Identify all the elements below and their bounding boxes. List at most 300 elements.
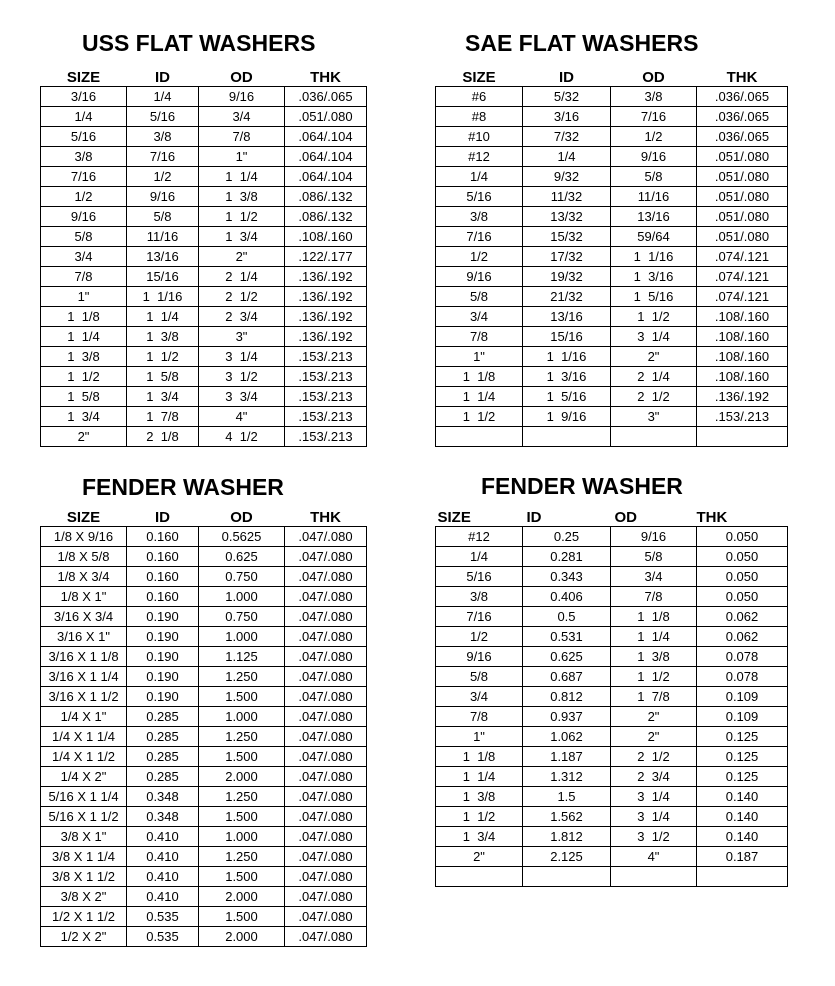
table-cell: 0.125 xyxy=(697,727,788,747)
table-cell: 1 1/16 xyxy=(523,347,611,367)
table-cell: .047/.080 xyxy=(285,627,367,647)
table-cell: 9/16 xyxy=(611,527,697,547)
table-cell: .051/.080 xyxy=(697,167,788,187)
table-cell: 1.500 xyxy=(199,687,285,707)
table-cell: 2 1/2 xyxy=(199,287,285,307)
table-row xyxy=(436,167,788,187)
table-cell: 2 1/8 xyxy=(127,427,199,447)
table-cell: 1 5/8 xyxy=(127,367,199,387)
table-cell: .036/.065 xyxy=(697,127,788,147)
table-cell: 0.750 xyxy=(199,567,285,587)
table-row xyxy=(41,867,367,887)
table-cell: 13/16 xyxy=(523,307,611,327)
table-row xyxy=(436,787,788,807)
table-cell: 2 3/4 xyxy=(199,307,285,327)
table-cell: 1 3/8 xyxy=(611,647,697,667)
table-cell: 0.5 xyxy=(523,607,611,627)
table-cell: 5/16 xyxy=(127,107,199,127)
table-cell: 1" xyxy=(436,727,523,747)
table-cell: 3 1/4 xyxy=(199,347,285,367)
table-cell: 1.250 xyxy=(199,727,285,747)
table-cell: 0.410 xyxy=(127,867,199,887)
table-cell: .051/.080 xyxy=(697,187,788,207)
table-cell: 3/16 X 1 1/2 xyxy=(41,687,127,707)
table-cell: 2" xyxy=(436,847,523,867)
table-cell: #10 xyxy=(436,127,523,147)
table-cell: 1/4 X 1" xyxy=(41,707,127,727)
table-cell: .047/.080 xyxy=(285,847,367,867)
table-cell: 5/8 xyxy=(41,227,127,247)
sae-title: SAE FLAT WASHERS xyxy=(465,30,699,56)
table-cell: .064/.104 xyxy=(285,147,367,167)
table-cell: .074/.121 xyxy=(697,247,788,267)
table-cell: 0.190 xyxy=(127,647,199,667)
table-cell: 7/16 xyxy=(436,227,523,247)
table-row xyxy=(436,847,788,867)
table-cell: 1 1/2 xyxy=(611,307,697,327)
table-cell: 19/32 xyxy=(523,267,611,287)
table-cell: .047/.080 xyxy=(285,827,367,847)
table-cell: 1.500 xyxy=(199,807,285,827)
table-cell: 0.062 xyxy=(697,627,788,647)
table-cell: .108/.160 xyxy=(697,327,788,347)
table-cell: 1 3/16 xyxy=(523,367,611,387)
table-cell: 3/16 X 1 1/4 xyxy=(41,667,127,687)
table-cell: .047/.080 xyxy=(285,527,367,547)
table-cell: 1 1/4 xyxy=(199,167,285,187)
table-row xyxy=(41,767,367,787)
table-cell: .136/.192 xyxy=(285,307,367,327)
table-cell: .051/.080 xyxy=(697,227,788,247)
table-cell: 5/16 xyxy=(436,567,523,587)
column-header-id: ID xyxy=(155,69,170,86)
table-cell: 0.750 xyxy=(199,607,285,627)
table-cell: 13/32 xyxy=(523,207,611,227)
table-cell: 11/16 xyxy=(127,227,199,247)
table-header-row xyxy=(41,507,367,527)
table-cell: #6 xyxy=(436,87,523,107)
fender-right-title: FENDER WASHER xyxy=(481,473,683,499)
fender-right-table xyxy=(435,507,788,887)
table-row xyxy=(436,87,788,107)
table-cell: 2.125 xyxy=(523,847,611,867)
table-cell: 1 7/8 xyxy=(611,687,697,707)
fender-left-table xyxy=(40,507,367,947)
table-row xyxy=(436,347,788,367)
table-cell: 9/16 xyxy=(436,267,523,287)
table-cell: 9/16 xyxy=(436,647,523,667)
table-cell: #12 xyxy=(436,527,523,547)
table-cell: 0.187 xyxy=(697,847,788,867)
table-cell: 3/8 xyxy=(436,207,523,227)
table-row xyxy=(436,647,788,667)
table-cell: 1 1/8 xyxy=(436,367,523,387)
table-cell: 0.078 xyxy=(697,667,788,687)
table-cell: .047/.080 xyxy=(285,687,367,707)
table-cell: 1 1/16 xyxy=(127,287,199,307)
table-row xyxy=(41,327,367,347)
table-cell: .136/.192 xyxy=(285,267,367,287)
table-cell: 1 3/16 xyxy=(611,267,697,287)
table-cell: 3/16 X 1 1/8 xyxy=(41,647,127,667)
table-row xyxy=(436,387,788,407)
table-cell: 1/4 xyxy=(436,547,523,567)
table-cell: 9/16 xyxy=(199,87,285,107)
column-header-od: OD xyxy=(642,69,665,86)
table-cell: 0.410 xyxy=(127,827,199,847)
table-cell: 9/16 xyxy=(41,207,127,227)
table-row xyxy=(41,347,367,367)
table-cell: 0.25 xyxy=(523,527,611,547)
table-row xyxy=(41,667,367,687)
table-row xyxy=(41,287,367,307)
table-cell: .047/.080 xyxy=(285,807,367,827)
table-cell: 2 1/4 xyxy=(199,267,285,287)
table-cell: 0.125 xyxy=(697,767,788,787)
table-cell: .047/.080 xyxy=(285,667,367,687)
table-cell: 0.535 xyxy=(127,907,199,927)
table-cell: 5/8 xyxy=(436,287,523,307)
table-cell: 3/8 xyxy=(611,87,697,107)
column-header-od: OD xyxy=(230,69,253,86)
table-cell: 3/8 xyxy=(41,147,127,167)
column-header-size: SIZE xyxy=(462,69,496,86)
table-row xyxy=(41,907,367,927)
table-cell: 1 3/4 xyxy=(127,387,199,407)
table-cell: 0.050 xyxy=(697,587,788,607)
table-cell: 3/4 xyxy=(436,307,523,327)
table-cell: .136/.192 xyxy=(285,327,367,347)
table-cell: .036/.065 xyxy=(697,107,788,127)
table-cell: 1 5/16 xyxy=(611,287,697,307)
table-cell: 7/8 xyxy=(611,587,697,607)
table-cell: 3 1/4 xyxy=(611,787,697,807)
table-cell: 15/16 xyxy=(523,327,611,347)
table-cell: 0.285 xyxy=(127,767,199,787)
table-cell: 3/4 xyxy=(41,247,127,267)
table-row xyxy=(41,147,367,167)
column-header-thk: THK xyxy=(310,69,341,86)
table-cell: 0.285 xyxy=(127,707,199,727)
table-cell: 3 1/2 xyxy=(611,827,697,847)
table-row xyxy=(436,807,788,827)
table-row xyxy=(41,887,367,907)
table-cell: .074/.121 xyxy=(697,287,788,307)
table-cell: 7/16 xyxy=(611,107,697,127)
table-cell: 0.625 xyxy=(523,647,611,667)
table-cell: 2" xyxy=(611,347,697,367)
table-cell: 1/2 xyxy=(127,167,199,187)
table-cell: 0.160 xyxy=(127,527,199,547)
table-row xyxy=(436,527,788,547)
table-cell: 5/16 xyxy=(41,127,127,147)
table-cell: 1.312 xyxy=(523,767,611,787)
table-cell xyxy=(436,427,523,447)
table-row xyxy=(41,107,367,127)
table-cell: 3/8 xyxy=(127,127,199,147)
table-row xyxy=(436,187,788,207)
table-cell: 1 5/16 xyxy=(523,387,611,407)
table-cell: 7/8 xyxy=(436,327,523,347)
table-cell: .136/.192 xyxy=(285,287,367,307)
table-cell: 1.000 xyxy=(199,627,285,647)
table-cell: 3 1/2 xyxy=(199,367,285,387)
table-cell: 1.062 xyxy=(523,727,611,747)
table-cell: .047/.080 xyxy=(285,547,367,567)
table-row xyxy=(436,867,788,887)
table-cell: 3/16 xyxy=(41,87,127,107)
table-row xyxy=(436,547,788,567)
table-cell: 9/16 xyxy=(611,147,697,167)
sae-table xyxy=(435,67,788,447)
table-cell: 5/8 xyxy=(127,207,199,227)
table-cell: 1/4 xyxy=(41,107,127,127)
table-cell: 1/8 X 1" xyxy=(41,587,127,607)
table-cell: 2" xyxy=(611,727,697,747)
table-cell: 4" xyxy=(199,407,285,427)
table-cell: 1.812 xyxy=(523,827,611,847)
table-cell: 1.000 xyxy=(199,827,285,847)
table-cell: 0.410 xyxy=(127,847,199,867)
uss-title: USS FLAT WASHERS xyxy=(82,30,316,56)
table-cell: .153/.213 xyxy=(285,387,367,407)
table-cell: 1 1/4 xyxy=(436,767,523,787)
table-cell: 0.140 xyxy=(697,807,788,827)
table-cell: 1.125 xyxy=(199,647,285,667)
table-cell: 2.000 xyxy=(199,927,285,947)
table-cell: 2.000 xyxy=(199,887,285,907)
table-row xyxy=(436,287,788,307)
table-cell: 1/2 X 1 1/2 xyxy=(41,907,127,927)
table-row xyxy=(436,107,788,127)
table-cell: .136/.192 xyxy=(697,387,788,407)
table-cell: 3" xyxy=(199,327,285,347)
table-cell: .122/.177 xyxy=(285,247,367,267)
table-cell: 1/4 X 2" xyxy=(41,767,127,787)
table-row xyxy=(436,747,788,767)
table-cell: .047/.080 xyxy=(285,587,367,607)
table-cell: 7/16 xyxy=(127,147,199,167)
table-cell: 1 1/16 xyxy=(611,247,697,267)
table-row xyxy=(436,667,788,687)
table-row xyxy=(41,207,367,227)
table-cell: .086/.132 xyxy=(285,207,367,227)
table-cell: 7/8 xyxy=(41,267,127,287)
table-cell: 0.160 xyxy=(127,567,199,587)
table-cell: .047/.080 xyxy=(285,727,367,747)
table-cell: 7/8 xyxy=(199,127,285,147)
table-row xyxy=(41,267,367,287)
table-cell: 0.190 xyxy=(127,607,199,627)
table-cell: .108/.160 xyxy=(697,307,788,327)
table-cell: 1/8 X 9/16 xyxy=(41,527,127,547)
table-cell: 3 3/4 xyxy=(199,387,285,407)
table-cell: 3 1/4 xyxy=(611,807,697,827)
table-cell xyxy=(611,427,697,447)
table-cell: 1 1/4 xyxy=(436,387,523,407)
table-cell: 2" xyxy=(199,247,285,267)
table-row xyxy=(436,127,788,147)
table-header-row xyxy=(41,67,367,87)
table-cell: .047/.080 xyxy=(285,567,367,587)
table-row xyxy=(436,427,788,447)
table-row xyxy=(41,787,367,807)
table-cell: 11/32 xyxy=(523,187,611,207)
table-cell: 0.160 xyxy=(127,547,199,567)
table-cell: 0.190 xyxy=(127,627,199,647)
table-cell: 0.050 xyxy=(697,527,788,547)
table-cell: 17/32 xyxy=(523,247,611,267)
table-cell: 5/16 xyxy=(436,187,523,207)
table-cell: 0.812 xyxy=(523,687,611,707)
column-header-thk: THK xyxy=(696,509,728,526)
table-cell: 3/16 X 1" xyxy=(41,627,127,647)
table-cell: 1.5 xyxy=(523,787,611,807)
table-cell: .047/.080 xyxy=(285,867,367,887)
table-cell: 1.187 xyxy=(523,747,611,767)
table-row xyxy=(41,687,367,707)
column-header-size: SIZE xyxy=(66,69,101,86)
table-cell: 3/8 X 1 1/2 xyxy=(41,867,127,887)
table-cell: 1 1/8 xyxy=(436,747,523,767)
table-cell: 1 9/16 xyxy=(523,407,611,427)
table-cell: 0.125 xyxy=(697,747,788,767)
table-cell: 1/8 X 5/8 xyxy=(41,547,127,567)
table-cell: 1 1/8 xyxy=(41,307,127,327)
table-cell: 2.000 xyxy=(199,767,285,787)
table-cell: 1 1/4 xyxy=(127,307,199,327)
table-cell: 1/2 xyxy=(41,187,127,207)
table-cell: .108/.160 xyxy=(697,347,788,367)
table-cell: .047/.080 xyxy=(285,707,367,727)
table-cell: 1 3/8 xyxy=(41,347,127,367)
table-cell: 1" xyxy=(199,147,285,167)
table-cell xyxy=(697,867,788,887)
table-cell: 1 1/2 xyxy=(199,207,285,227)
table-cell: 3 1/4 xyxy=(611,327,697,347)
table-cell: 1 7/8 xyxy=(127,407,199,427)
table-cell: 0.140 xyxy=(697,827,788,847)
table-cell: 0.281 xyxy=(523,547,611,567)
table-cell: 2" xyxy=(611,707,697,727)
table-cell: 5/8 xyxy=(611,167,697,187)
table-row xyxy=(41,247,367,267)
table-row xyxy=(41,407,367,427)
column-header-id: ID xyxy=(559,69,574,86)
table-cell: 0.078 xyxy=(697,647,788,667)
table-cell: 0.050 xyxy=(697,567,788,587)
table-cell: 0.062 xyxy=(697,607,788,627)
table-cell: 1" xyxy=(436,347,523,367)
table-cell: .047/.080 xyxy=(285,907,367,927)
table-cell: 9/16 xyxy=(127,187,199,207)
table-cell: 4 1/2 xyxy=(199,427,285,447)
table-cell: 3/8 X 1" xyxy=(41,827,127,847)
table-cell: 1 1/4 xyxy=(611,627,697,647)
table-cell: .036/.065 xyxy=(697,87,788,107)
table-row xyxy=(436,147,788,167)
table-cell: 1 3/8 xyxy=(127,327,199,347)
table-cell xyxy=(523,867,611,887)
table-cell: 7/16 xyxy=(41,167,127,187)
table-row xyxy=(41,727,367,747)
table-cell: 7/32 xyxy=(523,127,611,147)
fender-left-title: FENDER WASHER xyxy=(82,474,284,500)
table-cell: 0.109 xyxy=(697,687,788,707)
table-row xyxy=(41,87,367,107)
table-cell: 4" xyxy=(611,847,697,867)
table-cell: 5/8 xyxy=(611,547,697,567)
table-cell: 1.500 xyxy=(199,747,285,767)
table-row xyxy=(41,827,367,847)
table-cell: 15/32 xyxy=(523,227,611,247)
table-cell: .051/.080 xyxy=(697,207,788,227)
table-cell: 1 1/4 xyxy=(41,327,127,347)
table-cell: .153/.213 xyxy=(285,427,367,447)
table-cell: .108/.160 xyxy=(697,367,788,387)
table-cell: 1/2 xyxy=(611,127,697,147)
table-cell: 0.285 xyxy=(127,747,199,767)
table-cell: 1.250 xyxy=(199,667,285,687)
table-row xyxy=(41,547,367,567)
table-row xyxy=(41,927,367,947)
column-header-size: SIZE xyxy=(66,509,101,526)
table-cell: .047/.080 xyxy=(285,607,367,627)
table-cell: 3" xyxy=(611,407,697,427)
table-row xyxy=(41,367,367,387)
table-cell: #12 xyxy=(436,147,523,167)
table-cell: 2 1/4 xyxy=(611,367,697,387)
table-cell: 1 1/2 xyxy=(41,367,127,387)
table-row xyxy=(41,747,367,767)
table-cell: .036/.065 xyxy=(285,87,367,107)
table-cell: 0.109 xyxy=(697,707,788,727)
table-row xyxy=(436,687,788,707)
column-header-thk: THK xyxy=(310,509,341,526)
table-cell: .074/.121 xyxy=(697,267,788,287)
table-cell: 1.500 xyxy=(199,907,285,927)
table-cell: 9/32 xyxy=(523,167,611,187)
table-row xyxy=(436,587,788,607)
table-cell: 1 3/8 xyxy=(436,787,523,807)
table-cell: .064/.104 xyxy=(285,127,367,147)
table-row xyxy=(41,307,367,327)
table-cell: 1 3/4 xyxy=(41,407,127,427)
table-cell: 15/16 xyxy=(127,267,199,287)
table-cell: 0.160 xyxy=(127,587,199,607)
table-cell: 1.500 xyxy=(199,867,285,887)
column-header-od: OD xyxy=(614,509,637,526)
table-row xyxy=(436,767,788,787)
table-cell: .153/.213 xyxy=(285,367,367,387)
table-row xyxy=(41,227,367,247)
table-cell: 3/8 X 1 1/4 xyxy=(41,847,127,867)
table-cell: 1 3/4 xyxy=(199,227,285,247)
table-cell: 0.406 xyxy=(523,587,611,607)
table-row xyxy=(41,807,367,827)
table-cell: 3/8 X 2" xyxy=(41,887,127,907)
table-cell: 1/2 X 2" xyxy=(41,927,127,947)
table-cell: 0.5625 xyxy=(199,527,285,547)
table-row xyxy=(41,167,367,187)
table-cell: .153/.213 xyxy=(285,347,367,367)
table-cell: 0.625 xyxy=(199,547,285,567)
table-row xyxy=(436,267,788,287)
table-row xyxy=(436,707,788,727)
table-row xyxy=(436,307,788,327)
column-header-id: ID xyxy=(155,509,170,526)
table-cell: 5/32 xyxy=(523,87,611,107)
